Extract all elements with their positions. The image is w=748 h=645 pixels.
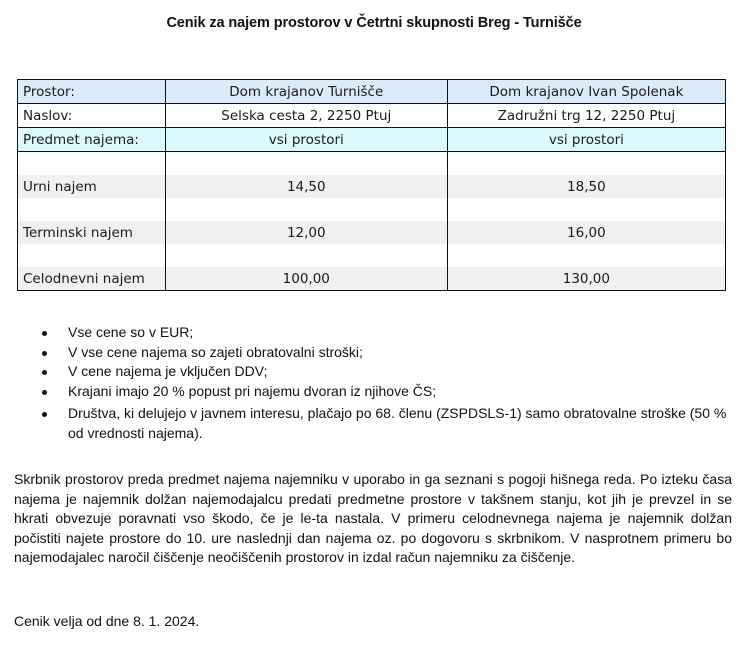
spacer-cell: [18, 152, 166, 176]
validity-date: Cenik velja od dne 8. 1. 2024.: [14, 613, 200, 629]
row-label-naslov: Naslov:: [18, 104, 166, 128]
price-value-1: 12,00: [165, 221, 447, 244]
bullet-icon: [42, 412, 47, 417]
venue-address-2: Zadružni trg 12, 2250 Ptuj: [447, 104, 725, 128]
note-text: Krajani imajo 20 % popust pri najemu dvoran iz njihove ČS;: [68, 382, 437, 399]
list-item: [42, 323, 742, 343]
table-row-prostor: [18, 80, 726, 104]
spacer-cell: [165, 198, 447, 221]
spacer-cell: [447, 244, 725, 267]
spacer-cell: [447, 198, 725, 221]
list-item: [42, 362, 742, 382]
table-row-price: [18, 221, 726, 244]
spacer-cell: [447, 152, 725, 176]
price-value-2: 16,00: [447, 221, 725, 244]
table-spacer: [18, 152, 726, 176]
bullet-icon: [42, 351, 47, 356]
list-item: [42, 404, 742, 443]
bullet-icon: [42, 390, 47, 395]
venue-address-1: Selska cesta 2, 2250 Ptuj: [165, 104, 447, 128]
spacer-cell: [165, 152, 447, 176]
venue-subject-2: vsi prostori: [447, 128, 725, 152]
note-text: Društva, ki delujejo v javnem interesu, plačajo po 68. členu (ZSPDSLS-1) samo obratovalne stroške (50 % od vrednosti najema).: [68, 405, 727, 441]
bullet-icon: [42, 370, 47, 375]
venue-name-1: Dom krajanov Turnišče: [165, 80, 447, 104]
price-value-2: 130,00: [447, 267, 725, 291]
table-row-predmet: [18, 128, 726, 152]
price-label: Celodnevni najem: [18, 267, 166, 291]
venue-name-2: Dom krajanov Ivan Spolenak: [447, 80, 725, 104]
price-value-1: 14,50: [165, 175, 447, 198]
table-spacer: [18, 244, 726, 267]
venue-subject-1: vsi prostori: [165, 128, 447, 152]
price-value-2: 18,50: [447, 175, 725, 198]
price-value-1: 100,00: [165, 267, 447, 291]
row-label-predmet: Predmet najema:: [18, 128, 166, 152]
price-label: Urni najem: [18, 175, 166, 198]
price-table: [17, 79, 726, 291]
spacer-cell: [18, 198, 166, 221]
table-row-price: [18, 175, 726, 198]
rental-terms-paragraph: Skrbnik prostorov preda predmet najema najemniku v uporabo in ga seznani s pogoji hišnega reda. Po izteku časa najema je najemnik dolžan najemodajalcu predati predmetne prostore v takšnem stanju, kot jih je prevzel in se hkrati obvezuje poravnati vso škodo, če je le-ta nastala. V primeru celodnevnega najema je najemnik dolžan počistiti najete prostore do 10. ure naslednji dan najema oz. po dogovoru s skrbnikom. V nasprotnem primeru bo najemodajalec naročil čiščenje neočiščenih prostorov in izdal račun najemniku za čiščenje.: [14, 471, 732, 565]
notes-list: [42, 323, 742, 443]
price-label: Terminski najem: [18, 221, 166, 244]
document-title: Cenik za najem prostorov v Četrtni skupnosti Breg - Turnišče: [166, 15, 582, 31]
table-spacer: [18, 198, 726, 221]
row-label-prostor: Prostor:: [18, 80, 166, 104]
table-row-price: [18, 267, 726, 291]
bullet-icon: [42, 331, 47, 336]
spacer-cell: [165, 244, 447, 267]
spacer-cell: [18, 244, 166, 267]
note-text: Vse cene so v EUR;: [68, 324, 194, 340]
list-item: [42, 343, 742, 363]
note-text: V vse cene najema so zajeti obratovalni stroški;: [68, 343, 363, 360]
list-item: [42, 382, 742, 402]
table-row-naslov: [18, 104, 726, 128]
note-text: V cene najema je vključen DDV;: [68, 363, 268, 379]
